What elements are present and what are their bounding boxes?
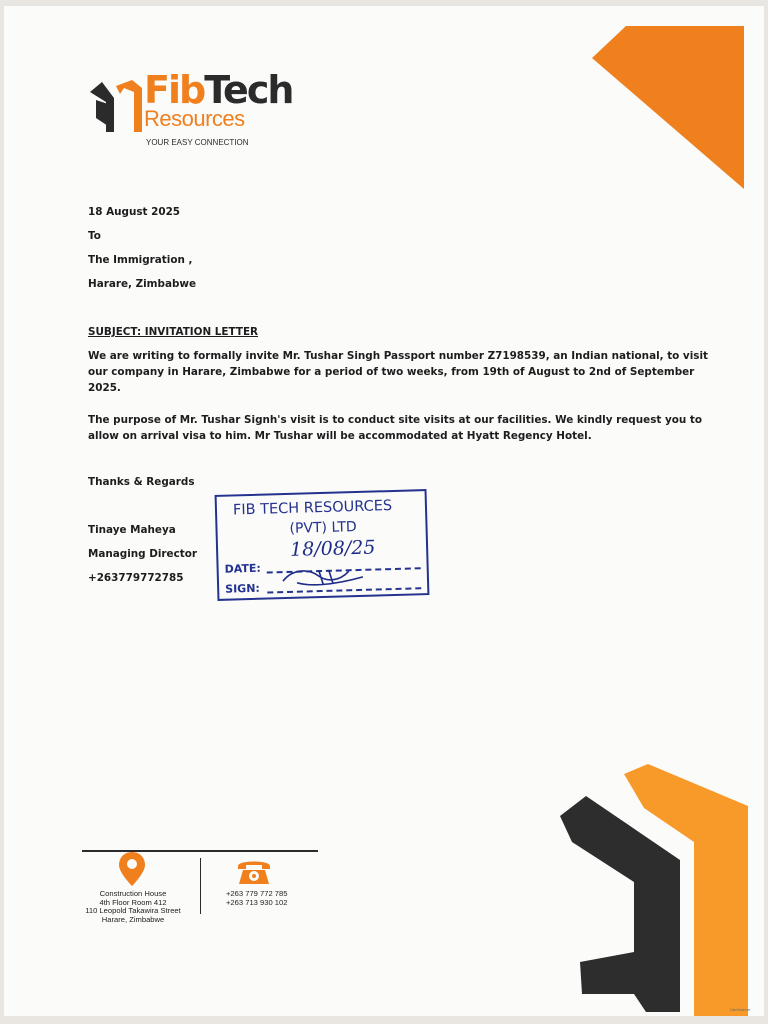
letter-subject: SUBJECT: INVITATION LETTER — [88, 326, 259, 338]
handwritten-signature — [279, 563, 370, 590]
letter-location: Harare, Zimbabwe — [88, 278, 197, 290]
address-line: Construction House — [99, 889, 167, 898]
stamp-company-name: FIB TECH RESOURCES — [232, 498, 393, 519]
footer-address — [74, 890, 192, 924]
footer-phones — [226, 890, 287, 907]
address-line: 110 Leopold Takawira Street — [85, 906, 181, 915]
letter-date: 18 August 2025 — [88, 206, 181, 218]
address-line: 4th Floor Room 412 — [99, 897, 167, 907]
stamp-sign-label: SIGN: — [225, 581, 261, 596]
signatory-name: Tinaye Maheya — [88, 524, 176, 536]
logo-tagline: YOUR EASY CONNECTION — [146, 138, 249, 147]
stamp-date-label: DATE: — [224, 561, 262, 576]
logo-tech: Tech — [204, 68, 293, 112]
phone-number: +263 779 772 785 — [226, 889, 288, 898]
corner-decoration-bottom — [552, 762, 748, 1016]
letter-page — [4, 6, 764, 1016]
logo-fib: Fib — [144, 68, 205, 112]
letter-paragraph-2: The purpose of Mr. Tushar Signh's visit is to conduct site visits at our facilities. We kindly request you to allow on arrival visa to him. Mr Tushar will be accommodated at Hyatt Regency Hotel. — [88, 414, 702, 442]
footer-divider — [200, 858, 201, 914]
letter-closing: Thanks & Regards — [88, 476, 195, 488]
scanner-watermark: CamScanner — [730, 1008, 751, 1012]
signatory-phone: +263779772785 — [88, 572, 184, 584]
map-pin-icon — [118, 851, 146, 887]
address-line: Harare, Zimbabwe — [101, 914, 165, 924]
company-logo — [86, 68, 326, 162]
logo-resources: Resources — [144, 106, 245, 131]
letter-to: To — [88, 230, 101, 242]
letter-recipient: The Immigration , — [88, 254, 193, 266]
phone-number: +263 713 930 102 — [226, 897, 288, 907]
letter-paragraph-1: We are writing to formally invite Mr. Tushar Singh Passport number Z7198539, an Indian national, to visit our company in Harare, Zimbabwe for a period of two weeks, from 19th of August to 2nd of September 2025. — [88, 350, 708, 394]
telephone-icon — [236, 856, 272, 886]
stamp-company-type: (PVT) LTD — [289, 519, 357, 537]
company-stamp — [215, 489, 430, 601]
signatory-title: Managing Director — [88, 548, 197, 560]
stamp-date-handwritten: 18/08/25 — [289, 536, 376, 561]
corner-decoration-top — [588, 24, 748, 189]
logo-mark-icon — [86, 78, 148, 134]
